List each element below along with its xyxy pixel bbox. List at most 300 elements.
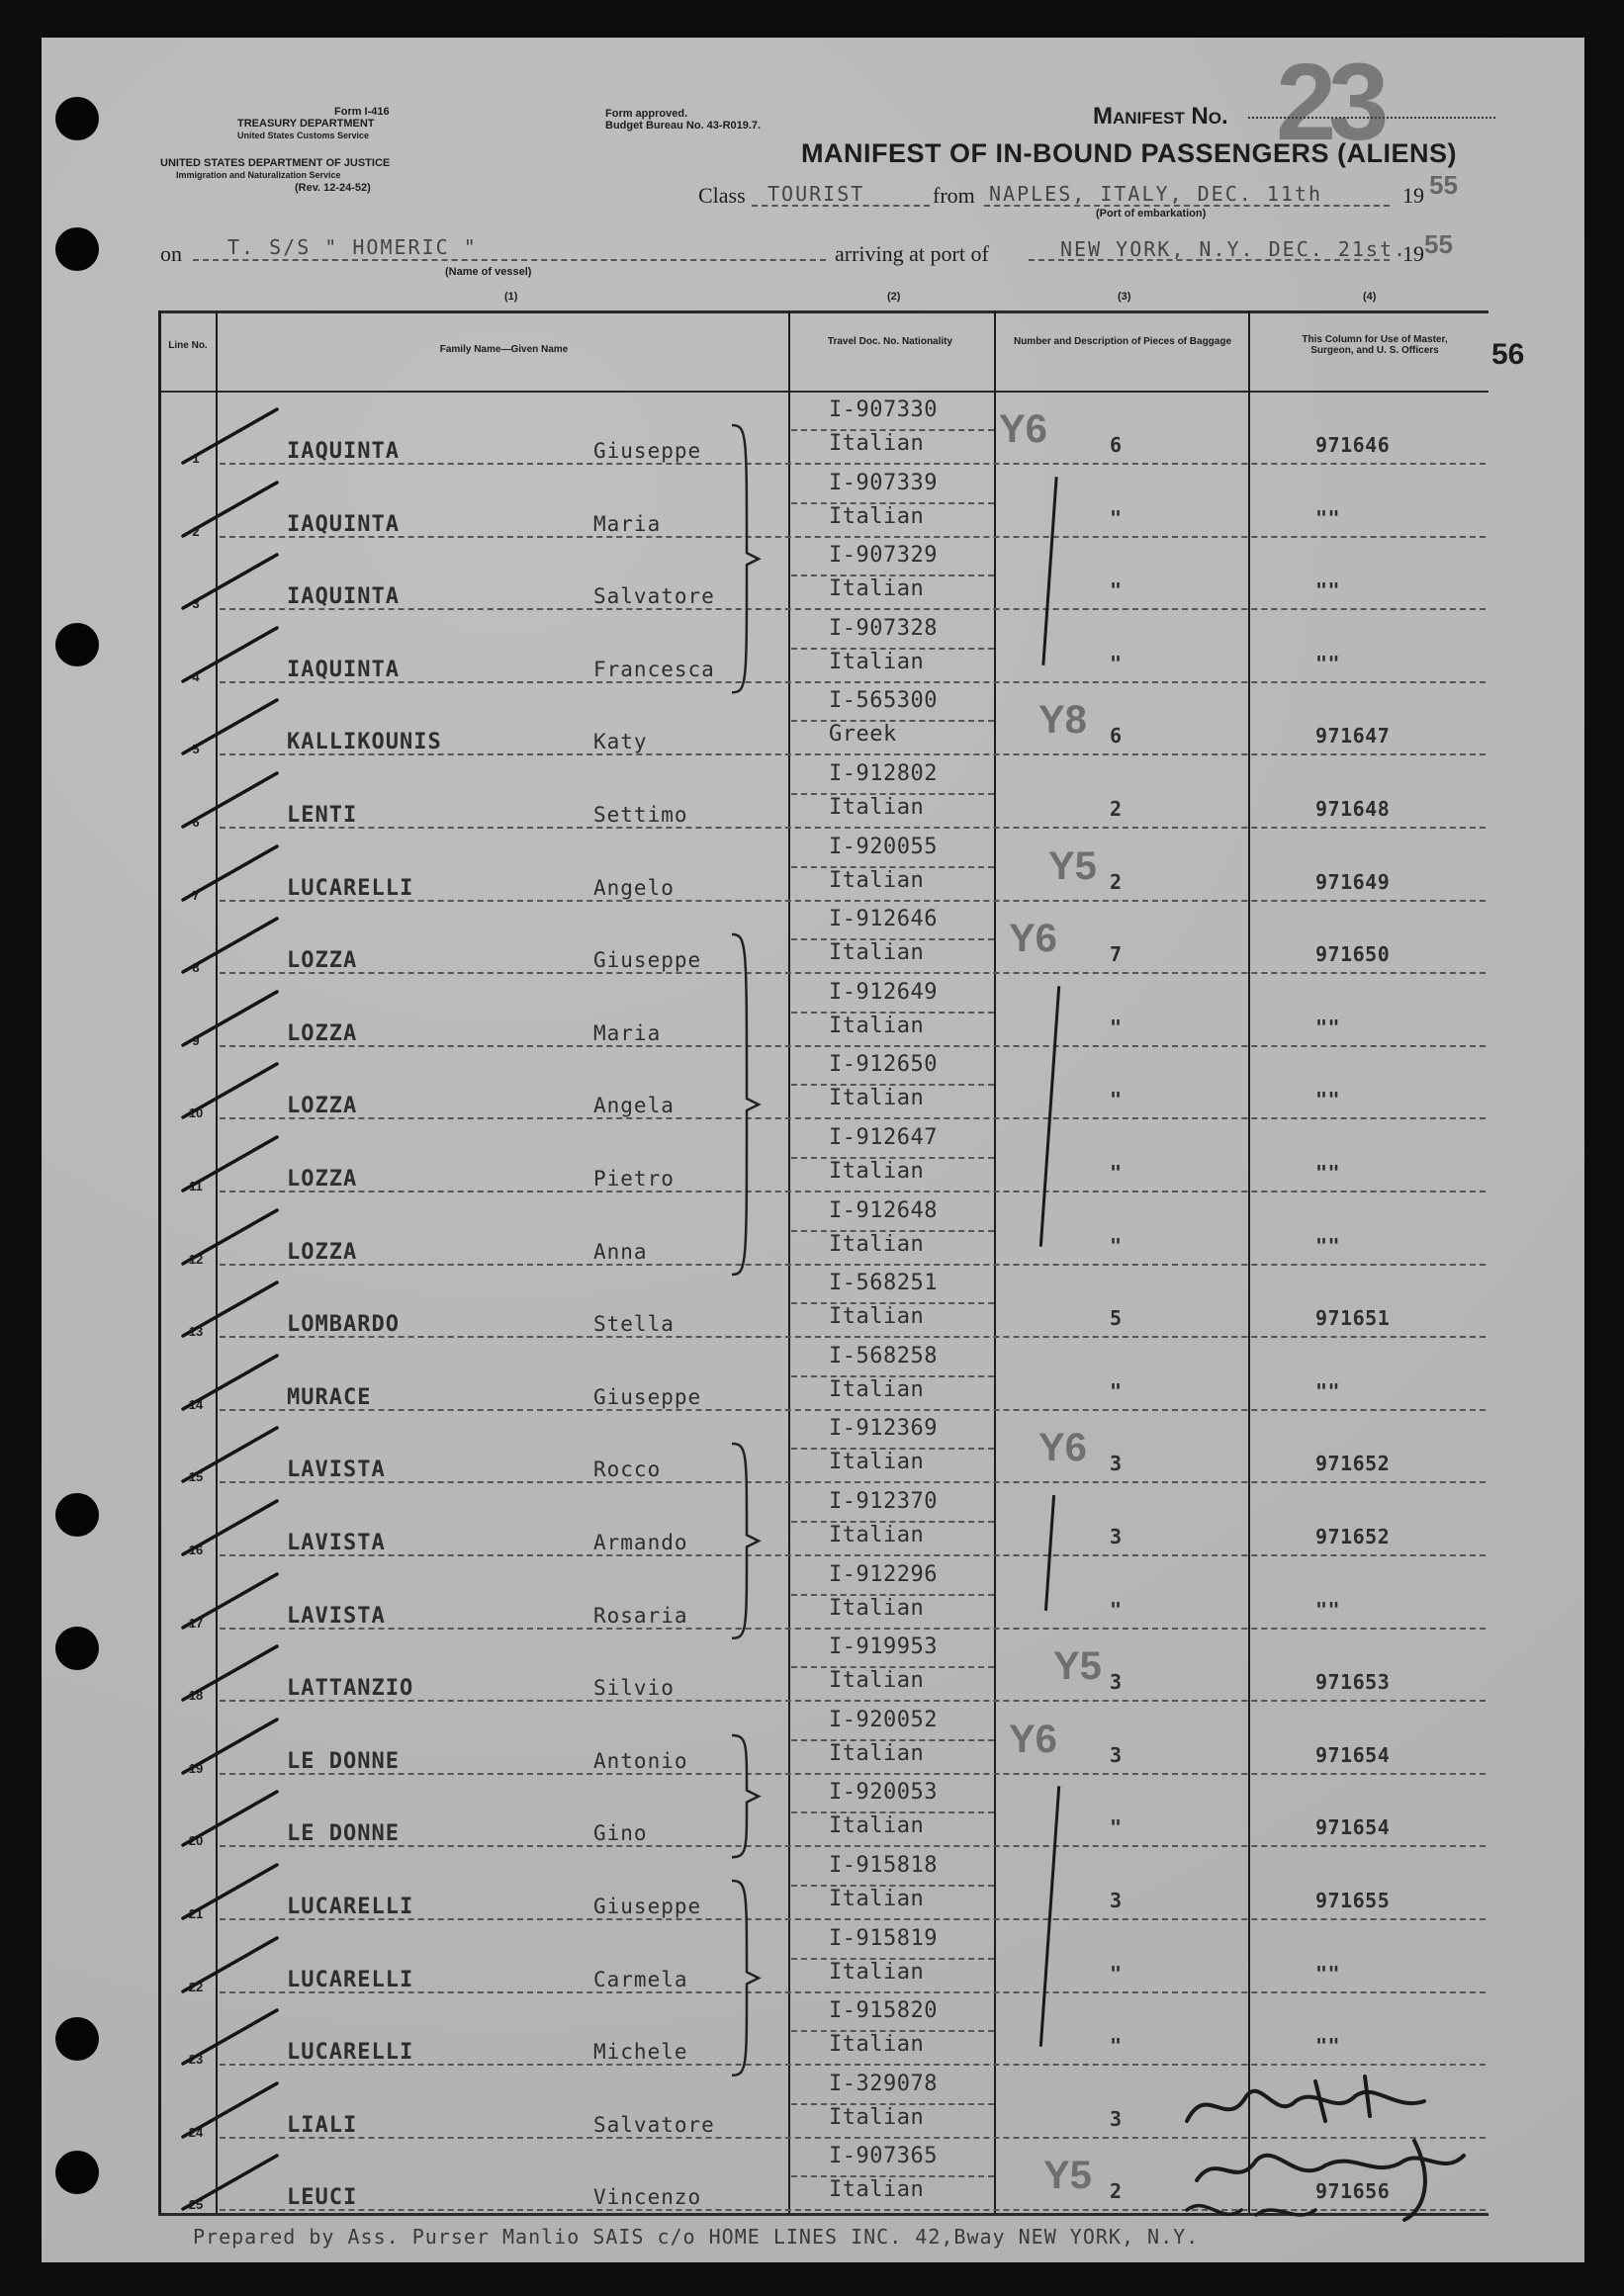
- vessel-name-label: (Name of vessel): [445, 266, 532, 278]
- line-number: 8: [192, 960, 200, 976]
- given-name: Stella: [593, 1312, 675, 1337]
- vessel-value: T. S/S " HOMERIC ": [227, 235, 478, 259]
- row-rule: [220, 753, 1486, 755]
- baggage-count: 6: [1109, 724, 1123, 749]
- check-mark: [178, 2002, 287, 2072]
- line-number: 25: [188, 2197, 204, 2213]
- officer-number: "": [1315, 1378, 1341, 1403]
- baggage-pencil-mark: Y5: [1048, 843, 1097, 888]
- doc-subrule: [791, 502, 994, 504]
- family-bracket: [727, 1879, 767, 2077]
- given-name: Salvatore: [593, 2112, 715, 2137]
- row-rule: [220, 1481, 1486, 1483]
- year-prefix-2: 19: [1402, 241, 1424, 266]
- baggage-pencil-mark: Y6: [1009, 1717, 1057, 1761]
- officer-number: 971656: [1315, 2179, 1391, 2204]
- year-prefix-1: 19: [1402, 183, 1424, 208]
- family-name: LOZZA: [287, 1094, 358, 1119]
- doc-subrule: [791, 1521, 994, 1523]
- travel-doc-number: I-920053: [829, 1780, 938, 1806]
- doc-subrule: [791, 429, 994, 431]
- travel-doc-number: I-329078: [829, 2071, 938, 2096]
- line-number: 7: [192, 887, 200, 903]
- line-number: 3: [192, 596, 200, 612]
- check-mark: [178, 1638, 287, 1708]
- baggage-count: ": [1109, 1815, 1123, 1840]
- row-rule: [220, 681, 1486, 683]
- given-name: Giuseppe: [593, 1895, 702, 1918]
- line-number: 18: [188, 1688, 204, 1704]
- family-name: LUCARELLI: [287, 1895, 414, 1919]
- line-number: 22: [188, 1979, 204, 1994]
- officer-number: 971652: [1315, 1452, 1391, 1476]
- nationality: Italian: [829, 795, 925, 820]
- nationality: Italian: [829, 1887, 925, 1911]
- travel-doc-number: I-915819: [829, 1925, 938, 1951]
- given-name: Salvatore: [593, 584, 715, 609]
- travel-doc-number: I-912650: [829, 1052, 938, 1078]
- punch-hole: [55, 97, 99, 140]
- nationality: Italian: [829, 576, 925, 602]
- travel-doc-number: I-915820: [829, 1998, 938, 2024]
- check-mark: [178, 1493, 287, 1562]
- line-number: 9: [192, 1032, 200, 1048]
- nationality: Italian: [829, 1523, 925, 1547]
- baggage-count: 2: [1109, 2179, 1123, 2204]
- baggage-count: 3: [1109, 1742, 1123, 1767]
- line-number: 14: [188, 1396, 204, 1412]
- given-name: Settimo: [593, 803, 688, 827]
- travel-doc-number: I-568258: [829, 1343, 938, 1369]
- travel-doc-number: I-907330: [829, 397, 938, 422]
- row-rule: [220, 1554, 1486, 1556]
- baggage-count: ": [1109, 1015, 1123, 1039]
- doc-subrule: [791, 1739, 994, 1741]
- revision-date: (Rev. 12-24-52): [295, 182, 371, 194]
- nationality: Italian: [829, 649, 925, 674]
- row-rule: [220, 1409, 1486, 1411]
- manifest-title: MANIFEST OF IN-BOUND PASSENGERS (ALIENS): [801, 138, 1458, 168]
- doc-subrule: [791, 720, 994, 722]
- line-number: 4: [192, 668, 200, 684]
- line-number: 19: [188, 1760, 204, 1776]
- doc-subrule: [791, 1448, 994, 1450]
- row-rule: [220, 1336, 1486, 1338]
- port-embarkation-label: (Port of embarkation): [1096, 208, 1207, 220]
- baggage-count: 3: [1109, 2106, 1123, 2131]
- line-number: 24: [188, 2124, 204, 2140]
- given-name: Pietro: [593, 1167, 675, 1191]
- on-label: on: [160, 241, 182, 266]
- nationality: Italian: [829, 1595, 925, 1621]
- family-name: LOZZA: [287, 1239, 358, 1265]
- check-mark: [178, 1129, 287, 1198]
- nationality: Greek: [829, 722, 897, 748]
- treasury-dept: TREASURY DEPARTMENT: [237, 118, 375, 130]
- check-mark: [178, 547, 287, 616]
- travel-doc-number: I-565300: [829, 688, 938, 714]
- check-mark: [178, 1202, 287, 1272]
- col-num-3: (3): [1118, 291, 1131, 303]
- nationality: Italian: [829, 503, 925, 529]
- row-rule: [220, 1117, 1486, 1119]
- baggage-count: 3: [1109, 1452, 1123, 1476]
- line-number: 21: [188, 1906, 204, 1921]
- customs-service: United States Customs Service: [237, 131, 370, 140]
- doc-subrule: [791, 938, 994, 940]
- baggage-count: ": [1109, 505, 1123, 530]
- doc-subrule: [791, 2103, 994, 2105]
- given-name: Gino: [593, 1821, 648, 1846]
- doc-subrule: [791, 1084, 994, 1086]
- family-bracket: [727, 1442, 767, 1640]
- officer-number: 971651: [1315, 1306, 1391, 1331]
- line-number: 17: [188, 1615, 204, 1631]
- doc-subrule: [791, 1885, 994, 1887]
- given-name: Maria: [593, 511, 662, 536]
- year-value-2: 55: [1424, 229, 1453, 259]
- budget-number: Budget Bureau No. 43-R019.7.: [605, 120, 762, 132]
- check-mark: [178, 692, 287, 761]
- officer-number: 971655: [1315, 1889, 1391, 1912]
- officer-signatures: [1167, 2062, 1503, 2240]
- officer-number: 971648: [1315, 797, 1391, 821]
- baggage-count: ": [1109, 1161, 1123, 1185]
- given-name: Angelo: [593, 875, 675, 900]
- given-name: Armando: [593, 1531, 688, 1554]
- baggage-count: ": [1109, 2034, 1123, 2059]
- doc-subrule: [791, 648, 994, 650]
- officer-number: 971647: [1315, 724, 1391, 749]
- from-label: from: [933, 183, 975, 208]
- doc-subrule: [791, 866, 994, 868]
- travel-doc-number: I-920052: [829, 1707, 938, 1732]
- check-mark: [178, 984, 287, 1053]
- baggage-count: ": [1109, 1378, 1123, 1403]
- doc-subrule: [791, 1958, 994, 1960]
- year-value-1: 55: [1429, 170, 1458, 200]
- given-name: Angela: [593, 1094, 675, 1118]
- punch-hole: [55, 1493, 99, 1537]
- row-rule: [220, 536, 1486, 538]
- check-mark: [178, 1857, 287, 1926]
- justice-dept: UNITED STATES DEPARTMENT OF JUSTICE: [160, 157, 391, 169]
- baggage-count: ": [1109, 578, 1123, 603]
- travel-doc-number: I-912370: [829, 1489, 938, 1514]
- officer-number: 971650: [1315, 942, 1391, 967]
- officer-number: "": [1315, 1597, 1341, 1622]
- row-rule: [220, 827, 1486, 829]
- check-mark: [178, 839, 287, 908]
- travel-doc-number: I-915818: [829, 1853, 938, 1878]
- manifest-no-value: 23: [1276, 42, 1382, 163]
- row-rule: [220, 1845, 1486, 1847]
- header-name: Family Name—Given Name: [439, 344, 569, 355]
- family-bracket: [727, 1733, 767, 1859]
- given-name: Carmela: [593, 1967, 688, 1991]
- vessel-line: [193, 259, 826, 261]
- given-name: Anna: [593, 1239, 648, 1264]
- nationality: Italian: [829, 1376, 925, 1402]
- line-number: 2: [192, 523, 200, 539]
- punch-hole: [55, 227, 99, 271]
- nationality: Italian: [829, 867, 925, 893]
- doc-subrule: [791, 1157, 994, 1159]
- travel-doc-number: I-919953: [829, 1634, 938, 1660]
- row-rule: [220, 900, 1486, 902]
- given-name: Rosaria: [593, 1603, 688, 1628]
- check-mark: [178, 1275, 287, 1344]
- baggage-count: ": [1109, 1961, 1123, 1986]
- given-name: Antonio: [593, 1748, 688, 1773]
- family-name: LIALI: [287, 2112, 358, 2138]
- given-name: Silvio: [593, 1676, 675, 1701]
- baggage-pencil-mark: Y6: [1038, 1426, 1087, 1470]
- baggage-pencil-mark: Y6: [1009, 917, 1057, 961]
- doc-subrule: [791, 1230, 994, 1232]
- check-mark: [178, 1348, 287, 1417]
- doc-subrule: [791, 574, 994, 576]
- travel-doc-number: I-907365: [829, 2144, 938, 2169]
- officer-number: "": [1315, 651, 1341, 675]
- arrival-line: [1029, 259, 1390, 261]
- row-rule: [220, 608, 1486, 610]
- doc-subrule: [791, 1811, 994, 1813]
- header-officers: This Column for Use of Master, Surgeon, and U. S. Officers: [1302, 334, 1448, 356]
- check-mark: [178, 2148, 287, 2217]
- travel-doc-number: I-907328: [829, 615, 938, 641]
- line-number: 16: [188, 1543, 204, 1557]
- officer-number: "": [1315, 1233, 1341, 1258]
- row-rule: [220, 1264, 1486, 1266]
- check-mark: [178, 1056, 287, 1125]
- form-approved: Form approved.: [605, 108, 688, 120]
- from-value: NAPLES, ITALY, DEC. 11th: [989, 182, 1322, 206]
- row-rule: [220, 1700, 1486, 1702]
- baggage-count: 3: [1109, 1670, 1123, 1695]
- line-number: 20: [188, 1833, 204, 1849]
- header-line-no: Line No.: [168, 340, 208, 351]
- family-name: LOZZA: [287, 948, 358, 974]
- given-name: Giuseppe: [593, 439, 702, 463]
- given-name: Giuseppe: [593, 1384, 702, 1409]
- family-name: LATTANZIO: [287, 1676, 414, 1702]
- baggage-pencil-mark: Y6: [999, 407, 1047, 451]
- from-line: [984, 205, 1390, 207]
- doc-subrule: [791, 2030, 994, 2032]
- manifest-no-label: Manifest No.: [1093, 103, 1228, 130]
- officer-number: "": [1315, 1161, 1341, 1185]
- header-baggage: Number and Description of Pieces of Baggage: [1013, 336, 1232, 347]
- baggage-count: ": [1109, 1597, 1123, 1622]
- family-name: LUCARELLI: [287, 875, 414, 901]
- officer-number: "": [1315, 505, 1341, 530]
- nationality: Italian: [829, 2032, 925, 2058]
- officer-number: "": [1315, 1088, 1341, 1112]
- nationality: Italian: [829, 2177, 925, 2203]
- travel-doc-number: I-912802: [829, 761, 938, 786]
- nationality: Italian: [829, 940, 925, 966]
- given-name: Giuseppe: [593, 948, 702, 973]
- nationality: Italian: [829, 1304, 925, 1330]
- family-name: LOZZA: [287, 1020, 358, 1046]
- table-left-border: [158, 310, 161, 2215]
- doc-subrule: [791, 2175, 994, 2177]
- nationality: Italian: [829, 1740, 925, 1766]
- form-number: Form I-416: [334, 106, 390, 118]
- family-name: IAQUINTA: [287, 439, 400, 464]
- doc-subrule: [791, 1375, 994, 1377]
- check-mark: [178, 1712, 287, 1781]
- travel-doc-number: I-912369: [829, 1416, 938, 1442]
- check-mark: [178, 401, 287, 471]
- nationality: Italian: [829, 431, 925, 456]
- baggage-count: 3: [1109, 1889, 1123, 1912]
- family-name: IAQUINTA: [287, 584, 400, 610]
- officer-number: 971649: [1315, 869, 1391, 894]
- nationality: Italian: [829, 2104, 925, 2130]
- travel-doc-number: I-912647: [829, 1125, 938, 1150]
- check-mark: [178, 1566, 287, 1635]
- family-name: LEUCI: [287, 2185, 358, 2211]
- travel-doc-number: I-920055: [829, 834, 938, 859]
- punch-hole: [55, 2151, 99, 2194]
- header-bottom-border: [158, 391, 1489, 393]
- given-name: Michele: [593, 2040, 688, 2065]
- family-bracket: [727, 932, 767, 1277]
- baggage-count: ": [1109, 1088, 1123, 1112]
- officer-number: "": [1315, 1961, 1341, 1986]
- class-label: Class: [698, 183, 746, 208]
- col-num-1: (1): [504, 291, 518, 303]
- family-name: LOMBARDO: [287, 1312, 400, 1338]
- family-name: KALLIKOUNIS: [287, 730, 442, 755]
- punch-hole: [55, 2017, 99, 2061]
- row-rule: [220, 1991, 1486, 1993]
- given-name: Katy: [593, 730, 648, 754]
- arrival-value: NEW YORK, N.Y. DEC. 21st.: [1060, 237, 1408, 261]
- baggage-count: 2: [1109, 797, 1123, 821]
- baggage-count: 5: [1109, 1306, 1123, 1331]
- given-name: Vincenzo: [593, 2185, 702, 2210]
- doc-subrule: [791, 1594, 994, 1596]
- check-mark: [178, 475, 287, 544]
- family-name: LE DONNE: [287, 1821, 400, 1847]
- check-mark: [178, 2075, 287, 2145]
- family-bracket: [727, 423, 767, 694]
- row-rule: [220, 1191, 1486, 1192]
- line-number: 5: [192, 742, 200, 757]
- family-name: LAVISTA: [287, 1603, 386, 1629]
- family-name: LOZZA: [287, 1167, 358, 1192]
- travel-doc-number: I-907329: [829, 543, 938, 569]
- nationality: Italian: [829, 1159, 925, 1184]
- row-rule: [220, 463, 1486, 465]
- class-line: [752, 205, 930, 207]
- prepared-by-footer: Prepared by Ass. Purser Manlio SAIS c/o HOME LINES INC. 42,Bway NEW YORK, N.Y.: [193, 2225, 1200, 2249]
- officer-number: 971646: [1315, 433, 1391, 457]
- row-rule: [220, 1918, 1486, 1920]
- family-name: LENTI: [287, 803, 358, 828]
- line-number: 15: [188, 1469, 204, 1485]
- nationality: Italian: [829, 1013, 925, 1038]
- check-mark: [178, 1784, 287, 1853]
- travel-doc-number: I-912296: [829, 1561, 938, 1587]
- nationality: Italian: [829, 1813, 925, 1839]
- given-name: Maria: [593, 1020, 662, 1045]
- baggage-count: ": [1109, 1233, 1123, 1258]
- given-name: Francesca: [593, 657, 715, 681]
- page-number: 56: [1491, 338, 1525, 371]
- row-rule: [220, 972, 1486, 974]
- baggage-count: 2: [1109, 869, 1123, 894]
- punch-hole: [55, 623, 99, 666]
- check-mark: [178, 1930, 287, 1999]
- line-number: 11: [189, 1179, 203, 1193]
- arriving-label: arriving at port of: [835, 241, 989, 266]
- baggage-count: 3: [1109, 1525, 1123, 1548]
- family-name: LAVISTA: [287, 1457, 386, 1483]
- nationality: Italian: [829, 1231, 925, 1257]
- col-num-2: (2): [887, 291, 901, 303]
- nationality: Italian: [829, 1086, 925, 1111]
- officer-number: 971652: [1315, 1525, 1391, 1548]
- officer-number: 971654: [1315, 1815, 1391, 1840]
- line-number: 1: [192, 451, 200, 466]
- row-rule: [220, 1773, 1486, 1775]
- row-rule: [220, 1045, 1486, 1047]
- line-number: 12: [188, 1251, 204, 1267]
- baggage-pencil-mark: Y5: [1053, 1644, 1102, 1689]
- family-name: LUCARELLI: [287, 2040, 414, 2066]
- check-mark: [178, 1420, 287, 1489]
- table-top-border: [158, 310, 1489, 313]
- baggage-pencil-mark: Y8: [1038, 698, 1087, 743]
- family-name: IAQUINTA: [287, 657, 400, 682]
- officer-number: 971653: [1315, 1670, 1391, 1695]
- officer-number: 971654: [1315, 1742, 1391, 1767]
- doc-subrule: [791, 1012, 994, 1014]
- family-name: LUCARELLI: [287, 1967, 414, 1992]
- baggage-count: 7: [1109, 942, 1123, 967]
- baggage-count: ": [1109, 651, 1123, 675]
- baggage-pencil-mark: Y5: [1043, 2154, 1092, 2198]
- doc-subrule: [791, 793, 994, 795]
- line-number: 6: [192, 815, 200, 830]
- nationality: Italian: [829, 1668, 925, 1694]
- check-mark: [178, 911, 287, 980]
- line-number: 23: [188, 2052, 204, 2068]
- nationality: Italian: [829, 1450, 925, 1475]
- officer-number: "": [1315, 578, 1341, 603]
- given-name: Rocco: [593, 1457, 662, 1482]
- family-name: IAQUINTA: [287, 511, 400, 537]
- travel-doc-number: I-912646: [829, 907, 938, 932]
- baggage-count: 6: [1109, 433, 1123, 457]
- row-rule: [220, 1628, 1486, 1630]
- travel-doc-number: I-912649: [829, 979, 938, 1005]
- line-number: 13: [188, 1324, 204, 1340]
- ins-service: Immigration and Naturalization Service: [176, 170, 341, 180]
- check-mark: [178, 620, 287, 689]
- check-mark: [178, 765, 287, 835]
- family-name: MURACE: [287, 1384, 372, 1410]
- line-number: 10: [188, 1105, 204, 1121]
- class-value: TOURIST: [767, 182, 865, 206]
- travel-doc-number: I-912648: [829, 1197, 938, 1223]
- officer-number: "": [1315, 1015, 1341, 1039]
- travel-doc-number: I-907339: [829, 470, 938, 495]
